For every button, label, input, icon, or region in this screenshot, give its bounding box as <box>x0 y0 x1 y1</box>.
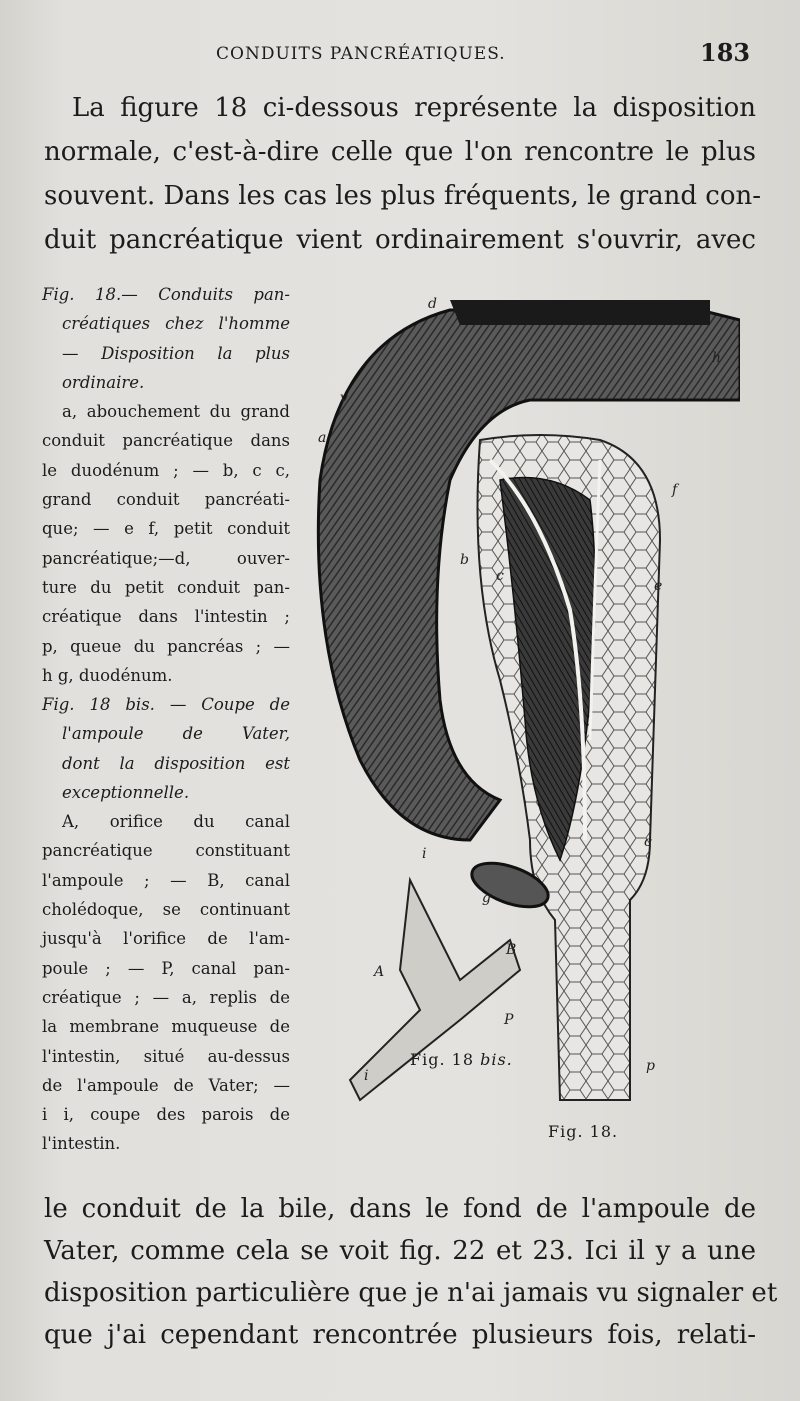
figure-letter: i <box>422 846 427 862</box>
caption-line: créatique dans l'intestin ; <box>42 607 290 627</box>
figure-letter: B <box>506 942 517 958</box>
figure-letter: e <box>654 578 663 594</box>
body-line: normale, c'est-à-dire celle que l'on rencontre le plus <box>44 137 756 167</box>
caption-line: A, orifice du canal <box>62 812 290 832</box>
figure-letter: v <box>340 390 348 406</box>
caption-line: Fig. 18.— Conduits pan- <box>42 285 290 304</box>
figure-label-18: Fig. 18. <box>548 1122 619 1141</box>
figure-letter: p <box>646 1058 655 1074</box>
caption-line: jusqu'à l'orifice de l'am- <box>42 929 290 949</box>
body-line: le conduit de la bile, dans le fond de l'ampoule de <box>44 1194 756 1224</box>
body-line: souvent. Dans les cas les plus fréquents, le grand con- <box>44 181 762 211</box>
caption-line: Fig. 18 bis. — Coupe de <box>42 695 290 714</box>
caption-line: pancréatique;—d, ouver- <box>42 548 290 568</box>
caption-line: dont la disposition est <box>62 753 290 773</box>
body-line: La figure 18 ci-dessous représente la disposition <box>72 93 756 123</box>
caption-line: le duodénum ; — b, c c, <box>42 460 290 480</box>
caption-line: poule ; — P, canal pan- <box>42 958 290 978</box>
figure-letter: A <box>374 964 385 980</box>
figure-letter: a <box>318 430 327 446</box>
figure-label-bis-prefix: Fig. 18 <box>410 1050 474 1069</box>
caption-line: a, abouchement du grand <box>62 402 290 422</box>
caption-line: ordinaire. <box>62 372 145 392</box>
figure-letter: h <box>712 350 722 366</box>
figure-letter: d <box>428 296 437 312</box>
caption-line: exceptionnelle. <box>62 782 190 802</box>
caption-line: conduit pancréatique dans <box>42 431 290 451</box>
anatomical-illustration <box>300 280 740 1120</box>
caption-line: ture du petit conduit pan- <box>42 577 290 597</box>
figure-letter: b <box>460 552 469 568</box>
figure-label-18-bis <box>410 1050 513 1069</box>
caption-line: la membrane muqueuse de <box>42 1017 290 1037</box>
caption-line: que; — e f, petit conduit <box>42 519 290 539</box>
caption-line: l'intestin, situé au-dessus <box>42 1046 290 1066</box>
caption-fig-18 <box>42 280 290 690</box>
figure-letter: g <box>482 890 491 906</box>
caption-line: l'ampoule de Vater, <box>62 724 290 744</box>
caption-line: l'ampoule ; — B, canal <box>42 870 290 890</box>
caption-line: l'intestin. <box>42 1134 121 1154</box>
body-text-bottom <box>44 1188 778 1356</box>
figure-letter: i <box>364 1068 369 1084</box>
pancreas-shape <box>478 435 661 1100</box>
page-number: 183 <box>700 38 751 67</box>
figure-letter: c <box>496 568 504 584</box>
caption-line: — Disposition la plus <box>62 343 290 363</box>
figure-letter: f <box>672 482 678 498</box>
caption-line: pancréatique constituant <box>42 841 290 861</box>
caption-line: de l'ampoule de Vater; — <box>42 1075 290 1095</box>
body-line: disposition particulière que je n'ai jamais vu signaler et <box>44 1278 778 1308</box>
figure-label-bis-suffix: bis. <box>480 1050 513 1069</box>
caption-line: créatique ; — a, replis de <box>42 987 290 1007</box>
caption-line: p, queue du pancréas ; — <box>42 636 290 656</box>
body-text-top <box>44 86 762 262</box>
caption-line: grand conduit pancréati- <box>42 490 290 510</box>
body-line: duit pancréatique vient ordinairement s'ouvrir, avec <box>44 225 756 255</box>
caption-fig-18-bis <box>42 690 290 1159</box>
caption-line: i i, coupe des parois de <box>42 1105 290 1125</box>
caption-line: h g, duodénum. <box>42 665 173 685</box>
figure-letter: P <box>504 1012 514 1028</box>
caption-line: cholédoque, se continuant <box>42 900 290 920</box>
body-line: Vater, comme cela se voit fig. 22 et 23. Ici il y a une <box>44 1236 756 1266</box>
figure-letter: c <box>644 834 652 850</box>
caption-line: créatiques chez l'homme <box>62 314 290 334</box>
body-line: que j'ai cependant rencontrée plusieurs fois, relati- <box>44 1320 756 1350</box>
running-title: CONDUITS PANCRÉATIQUES. <box>216 44 506 64</box>
